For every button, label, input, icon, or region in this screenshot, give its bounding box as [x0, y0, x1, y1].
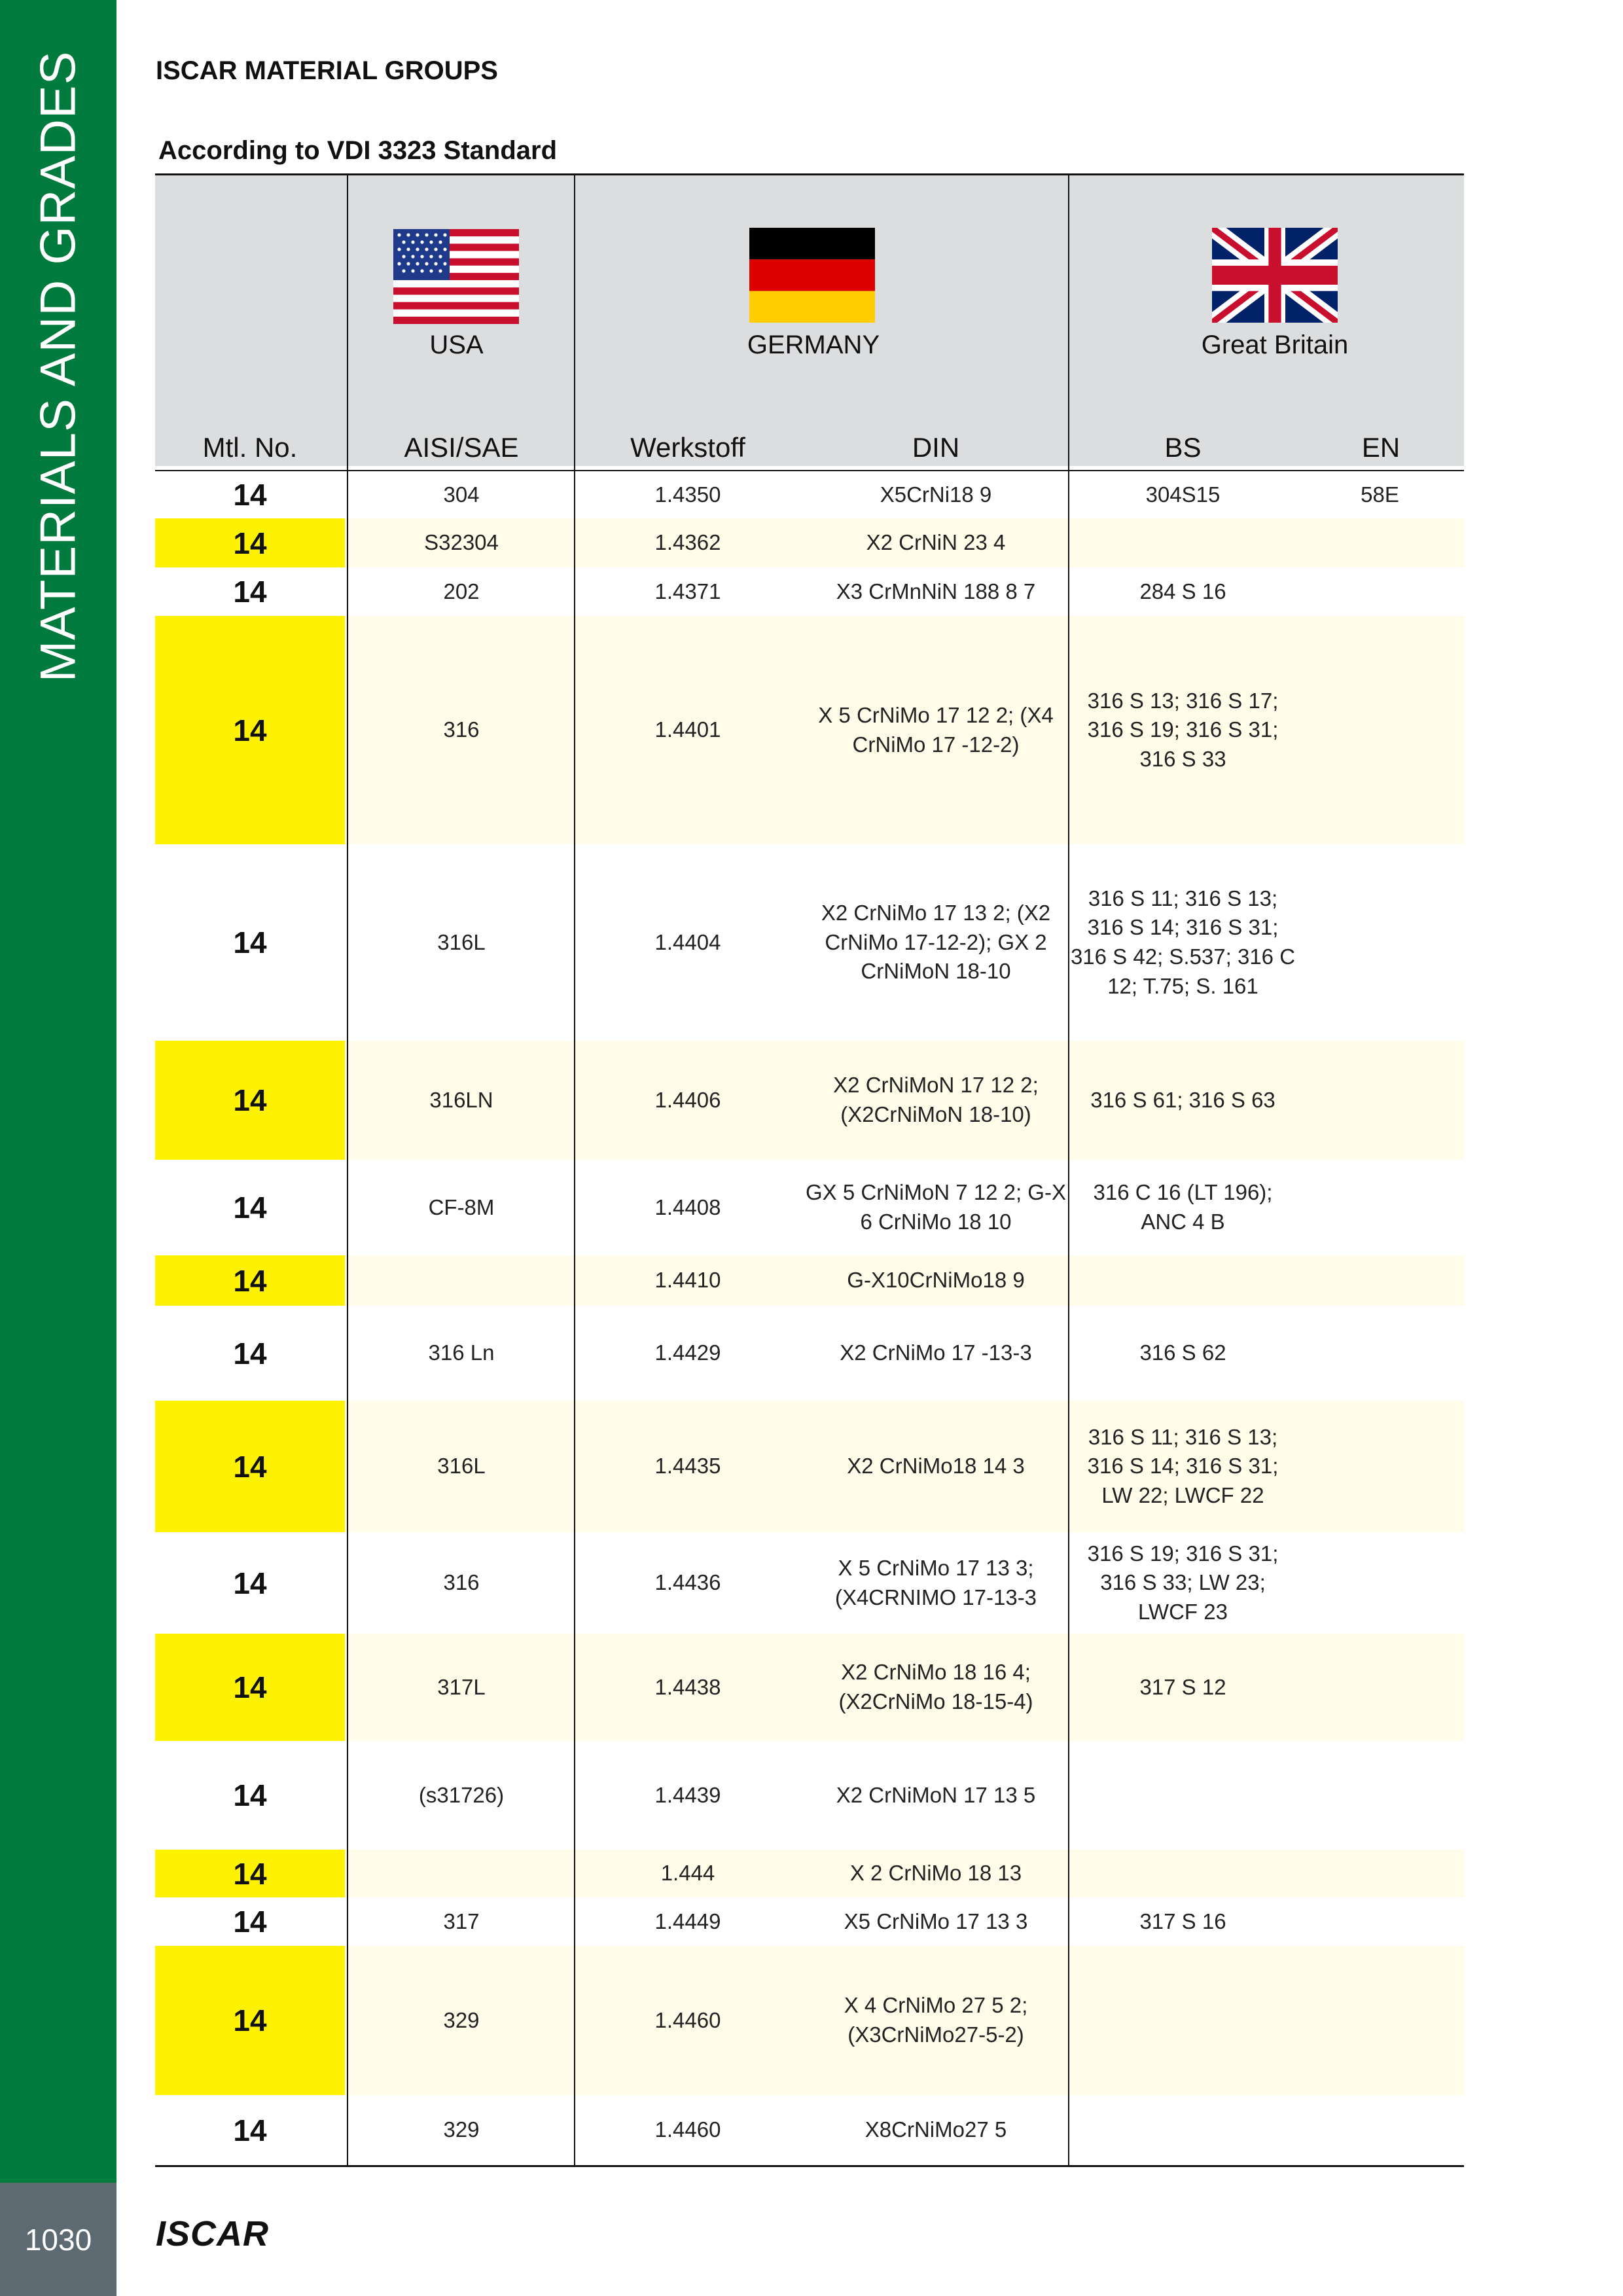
cell-aisi: 202 [443, 579, 480, 603]
cell-bs: 316 S 11; 316 S 13; 316 S 14; 316 S 31; 316 S 42; S.537; 316 C 12; T.75; S. 161 [1070, 886, 1296, 998]
mtl-number: 14 [155, 1946, 345, 2095]
cell-aisi: 316 [443, 1570, 480, 1595]
usa-flag-icon [393, 229, 519, 324]
cell-bs: 316 S 19; 316 S 31; 316 S 33; LW 23; LWCF 23 [1087, 1541, 1279, 1624]
cell-werkstoff: 1.4404 [654, 929, 721, 954]
table-row [155, 1306, 1464, 1401]
mtl-number: 14 [155, 1255, 345, 1306]
cell-werkstoff: 1.4410 [654, 1268, 721, 1293]
uk-flag-icon [1212, 228, 1338, 323]
page-title: ISCAR MATERIAL GROUPS [156, 56, 498, 85]
cell-din: G-X10CrNiMo18 9 [847, 1268, 1025, 1293]
cell-en [1296, 1946, 1464, 2095]
cell-werkstoff: 1.4436 [654, 1570, 721, 1595]
cell-aisi [347, 1255, 576, 1306]
mtl-number: 14 [155, 1041, 345, 1160]
cell-werkstoff: 1.4439 [654, 1782, 721, 1807]
cell-bs [1070, 1741, 1296, 1850]
cell-din: X2 CrNiMo18 14 3 [847, 1454, 1025, 1479]
mtl-number: 14 [155, 1634, 345, 1741]
cell-bs [1070, 1255, 1296, 1306]
cell-en [1296, 1850, 1464, 1897]
cell-werkstoff: 1.4406 [654, 1087, 721, 1112]
cell-bs: 317 S 16 [1139, 1909, 1226, 1933]
mtl-number: 14 [233, 478, 267, 512]
cell-aisi: 329 [443, 2117, 480, 2142]
col-header-aisi: AISI/SAE [404, 432, 519, 463]
cell-aisi: 316 Ln [428, 1340, 495, 1365]
cell-din: X 2 CrNiMo 18 13 [849, 1861, 1022, 1886]
mtl-number: 14 [155, 616, 345, 844]
mtl-number: 14 [233, 575, 267, 609]
cell-werkstoff: 1.4460 [654, 2117, 721, 2142]
cell-werkstoff: 1.4371 [654, 579, 721, 603]
cell-din: X2 CrNiMoN 17 13 5 [836, 1782, 1036, 1807]
cell-din: X 4 CrNiMo 27 5 2; (X3CrNiMo27-5-2) [844, 1993, 1028, 2047]
col-header-bs: BS [1164, 432, 1202, 463]
cell-din: X2 CrNiMo 17 -13-3 [840, 1340, 1032, 1365]
table-row [155, 616, 1464, 844]
cell-bs [1070, 1850, 1296, 1897]
cell-aisi: 316LN [429, 1087, 493, 1112]
cell-aisi: 316 [443, 717, 480, 742]
cell-en [1296, 1255, 1464, 1306]
mtl-number: 14 [233, 1905, 267, 1939]
cell-bs: 304S15 [1145, 482, 1221, 507]
cell-bs [1070, 1946, 1296, 2095]
col-separator [574, 173, 575, 2166]
section-title-vertical: MATERIALS AND GRADES [30, 50, 86, 683]
table-row [155, 1741, 1464, 1850]
mtl-number: 14 [233, 1191, 267, 1225]
cell-en [1296, 1897, 1464, 1946]
cell-en [1296, 1634, 1464, 1741]
col-header-en: EN [1361, 432, 1400, 463]
cell-bs [1070, 2095, 1296, 2165]
cell-en [1296, 616, 1464, 844]
cell-en [1296, 1041, 1464, 1160]
cell-din: X3 CrMnNiN 188 8 7 [836, 579, 1036, 603]
col-separator [1068, 173, 1069, 2166]
cell-din: X 5 CrNiMo 17 13 3; (X4CRNIMO 17-13-3 [834, 1555, 1037, 1609]
cell-aisi: (s31726) [418, 1782, 505, 1807]
mtl-number: 14 [233, 1566, 267, 1600]
page-subtitle: According to VDI 3323 Standard [158, 136, 558, 165]
cell-aisi: 329 [443, 2007, 480, 2032]
table-row [155, 1946, 1464, 2095]
cell-werkstoff: 1.444 [660, 1861, 715, 1886]
cell-en [1296, 1741, 1464, 1850]
col-header-werkstoff: Werkstoff [630, 432, 745, 463]
cell-en [1296, 844, 1464, 1041]
cell-en [1296, 1306, 1464, 1401]
country-germany: GERMANY [747, 331, 880, 359]
cell-en: 58E [1361, 482, 1399, 507]
cell-bs: 316 S 13; 316 S 17; 316 S 19; 316 S 31; 316 S 33 [1087, 688, 1279, 771]
cell-werkstoff: 1.4438 [654, 1674, 721, 1699]
cell-werkstoff: 1.4449 [654, 1909, 721, 1933]
cell-bs: 316 S 61; 316 S 63 [1090, 1087, 1275, 1112]
cell-werkstoff: 1.4401 [654, 717, 721, 742]
table-row [155, 471, 1464, 518]
cell-din: GX 5 CrNiMoN 7 12 2; G-X 6 CrNiMo 18 10 [806, 1180, 1066, 1234]
table-row [155, 1160, 1464, 1255]
cell-aisi: S32304 [424, 530, 499, 555]
table-top-rule [155, 173, 1464, 175]
table-row [155, 1532, 1464, 1634]
mtl-number: 14 [233, 1778, 267, 1812]
cell-aisi: 316L [437, 1454, 486, 1479]
cell-din: X 5 CrNiMo 17 12 2; (X4 CrNiMo 17 -12-2) [818, 702, 1054, 757]
cell-werkstoff: 1.4460 [654, 2007, 721, 2032]
cell-en [1296, 567, 1464, 616]
table-row [155, 567, 1464, 616]
cell-werkstoff: 1.4435 [654, 1454, 721, 1479]
cell-din: X2 CrNiN 23 4 [866, 530, 1006, 555]
cell-en [1296, 518, 1464, 567]
table-row [155, 1634, 1464, 1741]
mtl-number: 14 [233, 925, 267, 960]
col-header-din: DIN [912, 432, 960, 463]
mtl-number: 14 [155, 518, 345, 567]
col-separator [347, 173, 348, 2166]
cell-bs: 316 C 16 (LT 196); ANC 4 B [1093, 1180, 1273, 1234]
cell-en [1296, 1401, 1464, 1532]
cell-din: X2 CrNiMo 17 13 2; (X2 CrNiMo 17-12-2); GX 2 CrNiMoN 18-10 [821, 901, 1051, 984]
cell-bs: 317 S 12 [1139, 1674, 1226, 1699]
cell-en [1296, 1532, 1464, 1634]
cell-din: X2 CrNiMoN 17 12 2; (X2CrNiMoN 18-10) [833, 1073, 1039, 1126]
mtl-number: 14 [233, 2113, 267, 2147]
table-row [155, 1850, 1464, 1897]
cell-bs [1070, 518, 1296, 567]
table-row [155, 2095, 1464, 2165]
table-bottom-rule [155, 2165, 1464, 2167]
cell-werkstoff: 1.4362 [654, 530, 721, 555]
table-row [155, 1255, 1464, 1306]
page-number: 1030 [24, 2223, 92, 2257]
table-row [155, 844, 1464, 1041]
cell-aisi: 304 [443, 482, 480, 507]
cell-aisi: 317 [443, 1909, 480, 1933]
country-great-britain: Great Britain [1201, 331, 1349, 359]
cell-werkstoff: 1.4408 [654, 1194, 721, 1219]
cell-bs: 284 S 16 [1139, 579, 1226, 603]
table-row [155, 518, 1464, 567]
cell-werkstoff: 1.4350 [654, 482, 721, 507]
col-header-mtl: Mtl. No. [202, 432, 298, 463]
brand-logo: ISCAR [156, 2214, 270, 2253]
cell-en [1296, 2095, 1464, 2165]
table-row [155, 1401, 1464, 1532]
cell-aisi: 316L [437, 929, 486, 954]
country-usa: USA [429, 331, 484, 359]
cell-din: X8CrNiMo27 5 [865, 2117, 1007, 2142]
cell-bs: 316 S 11; 316 S 13; 316 S 14; 316 S 31; LW 22; LWCF 22 [1087, 1424, 1279, 1507]
cell-werkstoff: 1.4429 [654, 1340, 721, 1365]
cell-din: X5 CrNiMo 17 13 3 [844, 1909, 1028, 1933]
table-row [155, 1897, 1464, 1946]
mtl-number: 14 [233, 1336, 267, 1371]
cell-aisi [347, 1850, 576, 1897]
cell-en [1296, 1160, 1464, 1255]
mtl-number: 14 [155, 1401, 345, 1532]
cell-din: X5CrNi18 9 [880, 482, 992, 507]
cell-aisi: 317L [437, 1674, 486, 1699]
germany-flag-icon [749, 228, 875, 323]
table-row [155, 1041, 1464, 1160]
cell-din: X2 CrNiMo 18 16 4; (X2CrNiMo 18-15-4) [838, 1660, 1033, 1713]
mtl-number: 14 [155, 1850, 345, 1897]
cell-bs: 316 S 62 [1139, 1340, 1226, 1365]
cell-aisi: CF-8M [428, 1194, 495, 1219]
